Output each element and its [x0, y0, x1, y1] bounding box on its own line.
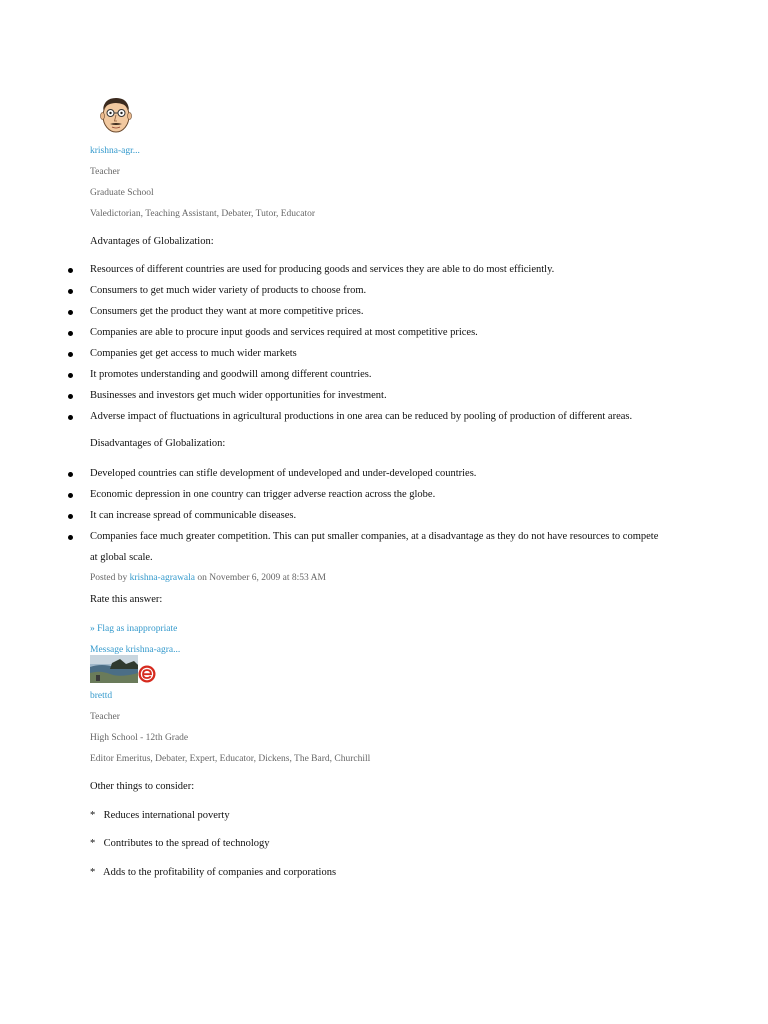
- list-item-text: Adds to the profitability of companies and corporations: [103, 867, 337, 878]
- disadvantages-heading: Disadvantages of Globalization:: [90, 438, 226, 449]
- cartoon-face-avatar-icon: [98, 94, 134, 136]
- rate-answer-label: Rate this answer:: [90, 594, 163, 605]
- list-item: Adverse impact of fluctuations in agricultural productions in one area can be reduced by pooling of production of different areas.: [90, 411, 633, 422]
- message-user-link[interactable]: Message krishna-agra...: [90, 645, 181, 655]
- list-item: Companies get get access to much wider markets: [90, 348, 297, 359]
- list-item: [90, 867, 336, 878]
- user-level: Graduate School: [90, 188, 154, 198]
- posted-prefix: Posted by: [90, 573, 128, 583]
- user-level: High School - 12th Grade: [90, 733, 189, 743]
- asterisk-bullet: *: [90, 867, 96, 878]
- list-item: Companies are able to procure input goods and services required at most competitive prices.: [90, 327, 478, 338]
- list-item: Consumers to get much wider variety of products to choose from.: [90, 285, 367, 296]
- user-badges: Valedictorian, Teaching Assistant, Debater, Tutor, Educator: [90, 209, 316, 219]
- posted-by-line: [90, 573, 326, 583]
- user-role: Teacher: [90, 167, 120, 177]
- list-item-continuation: at global scale.: [90, 552, 153, 563]
- username-link[interactable]: brettd: [90, 691, 113, 701]
- user-role: Teacher: [90, 712, 120, 722]
- other-things-heading: Other things to consider:: [90, 781, 195, 792]
- educator-badge-icon: [138, 665, 156, 683]
- user-badges: Editor Emeritus, Debater, Expert, Educator, Dickens, The Bard, Churchill: [90, 754, 371, 764]
- advantages-heading: Advantages of Globalization:: [90, 236, 214, 247]
- avatar[interactable]: [98, 94, 134, 136]
- list-item: Developed countries can stifle development of undeveloped and under-developed countries.: [90, 468, 477, 479]
- author-link[interactable]: krishna-agrawala: [129, 573, 196, 583]
- list-item: Resources of different countries are used for producing goods and services they are able to do most efficiently.: [90, 264, 555, 275]
- asterisk-bullet: *: [90, 838, 96, 849]
- list-item: [90, 810, 230, 821]
- list-item: [90, 838, 270, 849]
- list-item-text: Contributes to the spread of technology: [103, 838, 270, 849]
- list-item-text: Reduces international poverty: [103, 810, 230, 821]
- list-item: Companies face much greater competition. This can put smaller companies, at a disadvantage as they do not have resources to compete: [90, 531, 659, 542]
- list-item: Economic depression in one country can trigger adverse reaction across the globe.: [90, 489, 436, 500]
- avatar[interactable]: [90, 655, 138, 683]
- list-item: Businesses and investors get much wider opportunities for investment.: [90, 390, 387, 401]
- landscape-photo-avatar-icon: [90, 655, 138, 683]
- flag-inappropriate-link[interactable]: » Flag as inappropriate: [90, 624, 178, 634]
- list-item: Consumers get the product they want at more competitive prices.: [90, 306, 364, 317]
- list-item: It promotes understanding and goodwill among different countries.: [90, 369, 372, 380]
- asterisk-bullet: *: [90, 810, 96, 821]
- username-link[interactable]: krishna-agr...: [90, 146, 140, 156]
- list-item: It can increase spread of communicable diseases.: [90, 510, 297, 521]
- posted-date: on November 6, 2009 at 8:53 AM: [197, 573, 326, 583]
